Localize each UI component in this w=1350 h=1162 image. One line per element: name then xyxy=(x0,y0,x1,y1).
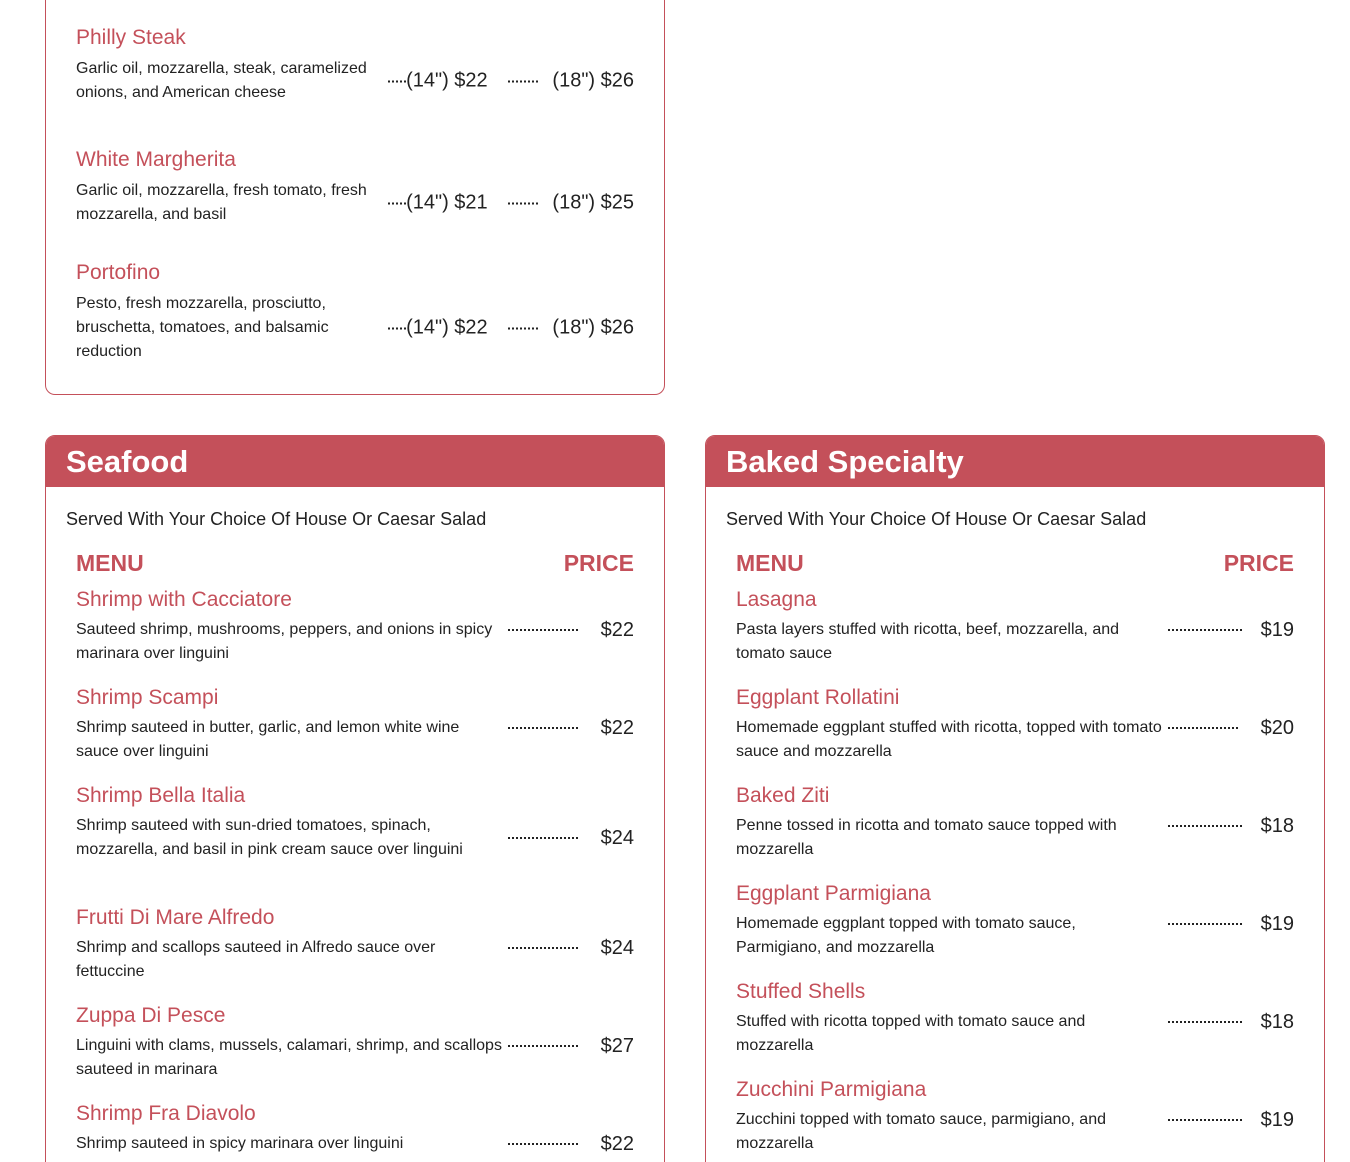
seafood-section-card xyxy=(45,435,665,1162)
dot-leader xyxy=(508,629,578,631)
item-price: $20 xyxy=(1260,716,1294,739)
column-headers xyxy=(76,549,634,577)
dot-leader xyxy=(388,202,406,204)
item-price-row xyxy=(1168,814,1294,838)
item-name: Shrimp Bella Italia xyxy=(76,784,246,807)
menu-item xyxy=(736,587,1294,685)
menu-item xyxy=(76,685,634,783)
item-price: $24 xyxy=(600,936,634,959)
item-price: $19 xyxy=(1260,618,1294,641)
dot-leader xyxy=(508,327,539,329)
dot-leader xyxy=(508,837,578,839)
dot-leader xyxy=(508,80,539,82)
item-name: Lasagna xyxy=(736,588,817,611)
dot-leader xyxy=(508,1143,578,1145)
item-price: $24 xyxy=(600,826,634,849)
item-price-row xyxy=(508,1034,634,1058)
price-large: (18") $26 xyxy=(552,316,634,339)
item-description: Shrimp sauteed in spicy marinara over linguini xyxy=(76,1135,404,1152)
section-title: Baked Specialty xyxy=(706,436,1324,487)
item-price-row xyxy=(508,618,634,642)
item-price-row xyxy=(1168,1010,1294,1034)
menu-item xyxy=(736,1077,1294,1162)
item-description: Homemade eggplant stuffed with ricotta, topped with tomato sauce and mozzarella xyxy=(736,719,1162,760)
item-description: Shrimp sauteed in butter, garlic, and lemon white wine sauce over linguini xyxy=(76,719,460,760)
item-description: Shrimp sauteed with sun-dried tomatoes, spinach, mozzarella, and basil in pink cream sauce over linguini xyxy=(76,817,463,858)
price-column-header: PRICE xyxy=(1223,550,1294,576)
item-price-row xyxy=(508,826,634,850)
item-price-row xyxy=(1168,618,1294,642)
item-name: Zucchini Parmigiana xyxy=(736,1078,927,1101)
dot-leader xyxy=(508,1045,578,1047)
item-price-row xyxy=(508,936,634,960)
item-name: Philly Steak xyxy=(76,26,186,49)
menu-item xyxy=(76,783,634,905)
price-small: (14") $22 xyxy=(406,316,488,339)
menu-item xyxy=(76,25,634,105)
dot-leader xyxy=(1168,1119,1242,1121)
item-description: Pesto, fresh mozzarella, prosciutto, bruschetta, tomatoes, and balsamic reduction xyxy=(76,295,329,360)
dot-leader xyxy=(508,202,539,204)
item-prices xyxy=(388,70,634,93)
item-description: Penne tossed in ricotta and tomato sauce topped with mozzarella xyxy=(736,817,1117,858)
dot-leader xyxy=(1168,727,1238,729)
menu-item xyxy=(76,1101,634,1162)
item-price: $19 xyxy=(1260,1108,1294,1131)
column-headers xyxy=(736,549,1294,577)
menu-column-header: MENU xyxy=(736,550,804,576)
item-prices xyxy=(388,192,634,215)
pizza-section-card xyxy=(45,0,665,395)
item-price-row xyxy=(1168,912,1294,936)
item-price-row xyxy=(1168,716,1294,740)
item-description: Garlic oil, mozzarella, fresh tomato, fresh mozzarella, and basil xyxy=(76,182,367,223)
item-price: $27 xyxy=(600,1034,634,1057)
menu-column-header: MENU xyxy=(76,550,144,576)
item-name: Portofino xyxy=(76,261,161,284)
item-description: Pasta layers stuffed with ricotta, beef, mozzarella, and tomato sauce xyxy=(736,621,1120,662)
price-column-header: PRICE xyxy=(563,550,634,576)
item-description: Zucchini topped with tomato sauce, parmigiano, and mozzarella xyxy=(736,1111,1106,1152)
item-name: White Margherita xyxy=(76,148,236,171)
item-name: Zuppa Di Pesce xyxy=(76,1004,226,1027)
item-description: Linguini with clams, mussels, calamari, shrimp, and scallops sauteed in marinara xyxy=(76,1037,502,1078)
item-description: Garlic oil, mozzarella, steak, caramelized onions, and American cheese xyxy=(76,60,367,101)
price-small: (14") $21 xyxy=(406,191,488,214)
item-description: Shrimp and scallops sauteed in Alfredo sauce over fettuccine xyxy=(76,939,436,980)
dot-leader xyxy=(388,80,406,82)
item-price-row xyxy=(508,716,634,740)
item-price: $22 xyxy=(600,1132,634,1155)
item-name: Frutti Di Mare Alfredo xyxy=(76,906,275,929)
item-name: Stuffed Shells xyxy=(736,980,866,1003)
price-small: (14") $22 xyxy=(406,69,488,92)
baked-specialty-section-card xyxy=(705,435,1325,1162)
menu-item xyxy=(76,905,634,1003)
item-name: Shrimp with Cacciatore xyxy=(76,588,292,611)
menu-item xyxy=(76,1003,634,1101)
item-name: Shrimp Fra Diavolo xyxy=(76,1102,256,1125)
menu-item xyxy=(76,587,634,685)
item-price: $22 xyxy=(600,618,634,641)
item-price: $22 xyxy=(600,716,634,739)
menu-item xyxy=(736,979,1294,1077)
dot-leader xyxy=(1168,1021,1242,1023)
item-name: Eggplant Parmigiana xyxy=(736,882,931,905)
item-name: Eggplant Rollatini xyxy=(736,686,900,709)
menu-item xyxy=(736,685,1294,783)
menu-item xyxy=(736,783,1294,881)
dot-leader xyxy=(508,947,578,949)
price-large: (18") $26 xyxy=(552,69,634,92)
menu-item xyxy=(76,260,634,364)
menu-item xyxy=(736,881,1294,979)
dot-leader xyxy=(508,727,578,729)
dot-leader xyxy=(1168,825,1242,827)
item-name: Baked Ziti xyxy=(736,784,830,807)
dot-leader xyxy=(1168,923,1242,925)
item-price: $19 xyxy=(1260,912,1294,935)
dot-leader xyxy=(388,327,406,329)
menu-list xyxy=(736,587,1294,1162)
item-price-row xyxy=(508,1132,634,1156)
item-price: $18 xyxy=(1260,1010,1294,1033)
item-price-row xyxy=(1168,1108,1294,1132)
section-subtitle: Served With Your Choice Of House Or Caesar Salad xyxy=(726,509,1147,529)
item-description: Stuffed with ricotta topped with tomato sauce and mozzarella xyxy=(736,1013,1086,1054)
price-large: (18") $25 xyxy=(552,191,634,214)
dot-leader xyxy=(1168,629,1242,631)
item-price: $18 xyxy=(1260,814,1294,837)
section-title: Seafood xyxy=(46,436,664,487)
item-prices xyxy=(388,317,634,340)
item-description: Sauteed shrimp, mushrooms, peppers, and onions in spicy marinara over linguini xyxy=(76,621,493,662)
item-description: Homemade eggplant topped with tomato sauce, Parmigiano, and mozzarella xyxy=(736,915,1076,956)
section-subtitle: Served With Your Choice Of House Or Caesar Salad xyxy=(66,509,487,529)
item-name: Shrimp Scampi xyxy=(76,686,219,709)
menu-item xyxy=(76,147,634,227)
menu-list xyxy=(76,587,634,1162)
